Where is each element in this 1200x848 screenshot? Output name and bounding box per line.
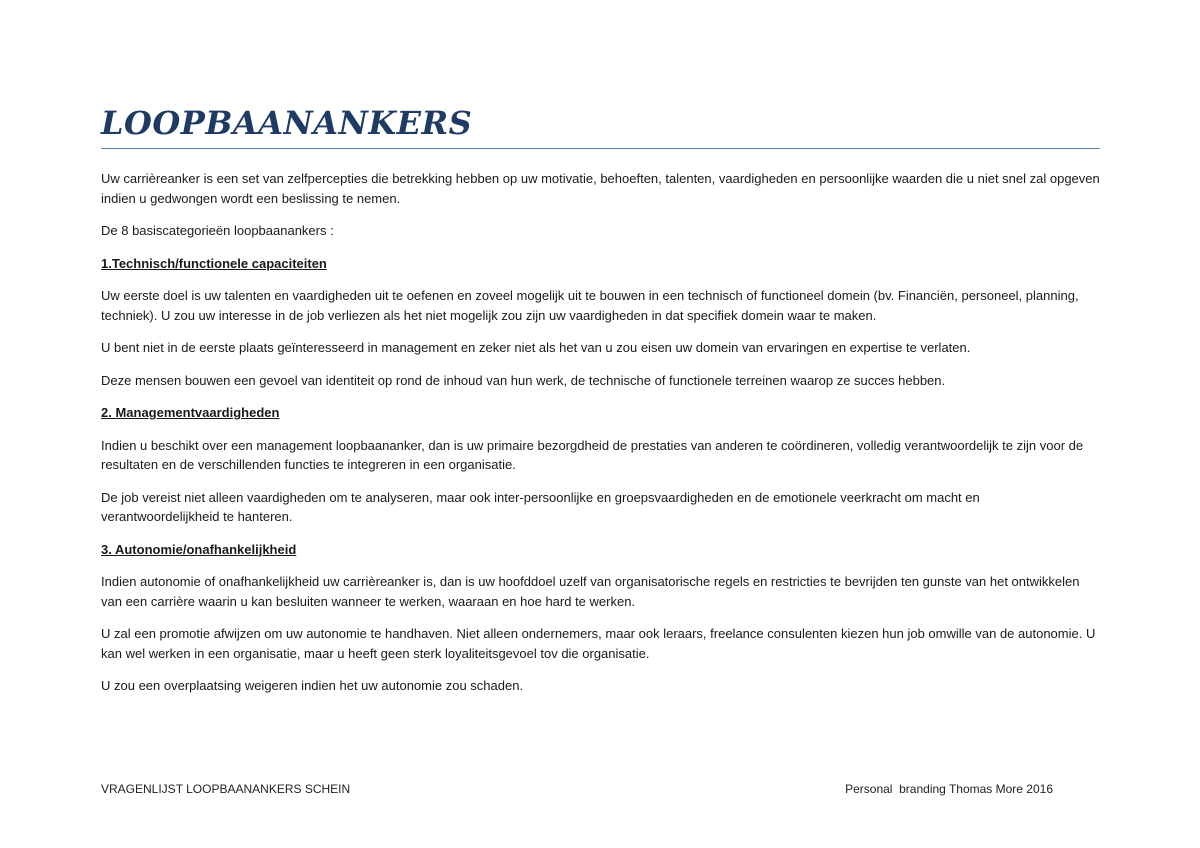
- section-paragraph: De job vereist niet alleen vaardigheden om te analyseren, maar ook inter-persoonlijke en groepsvaardigheden en de emotionele veerkracht om macht en verantwoordelijkheid te hanteren.: [101, 489, 980, 524]
- section-paragraph: U zou een overplaatsing weigeren indien het uw autonomie zou schaden.: [101, 678, 524, 693]
- page-footer: [101, 782, 1053, 796]
- section-heading-management: 2. Managementvaardigheden: [101, 405, 280, 420]
- section-heading-autonomie: 3. Autonomie/onafhankelijkheid: [101, 541, 297, 557]
- categories-label: De 8 basiscategorieën loopbaanankers :: [101, 223, 334, 238]
- page-title: LOOPBAANANKERS: [101, 104, 1100, 149]
- footer-left: VRAGENLIJST LOOPBAANANKERS SCHEIN: [101, 782, 351, 796]
- section-paragraph: U bent niet in de eerste plaats geïnteresseerd in management en zeker niet als het van u zou eisen uw domein van ervaringen en expertise te verlaten.: [101, 340, 971, 355]
- section-paragraph: Deze mensen bouwen een gevoel van identiteit op rond de inhoud van hun werk, de technische of functionele terreinen waarop ze succes hebben.: [101, 372, 946, 388]
- section-paragraph: Uw eerste doel is uw talenten en vaardigheden uit te oefenen en zoveel mogelijk uit te bouwen in een technisch of functioneel domein (bv. Financiën, personeel, planning, techniek). U zou uw interesse in de job verliezen als het niet mogelijk zou zijn uw vaardigheden in dat specifiek domein waar te maken.: [101, 288, 1079, 323]
- section-paragraph: Indien u beschikt over een management loopbaananker, dan is uw primaire bezorgdheid de prestaties van anderen te coördineren, volledig verantwoordelijk te zijn voor de resultaten en de verschillenden functies te integreren in een organisatie.: [101, 437, 1084, 472]
- intro-paragraph: Uw carrièreanker is een set van zelfpercepties die betrekking hebben op uw motivatie, behoeften, talenten, vaardigheden en persoonlijke waarden die u niet snel zal opgeven indien u gedwongen wordt een beslissing te nemen.: [101, 171, 1100, 206]
- section-paragraph: Indien autonomie of onafhankelijkheid uw carrièreanker is, dan is uw hoofddoel uzelf van organisatorische regels en restricties te bevrijden ten gunste van het ontwikkelen van een carrière waarin u kan besluiten wanneer te werken, waaraan en hoe hard te werken.: [101, 574, 1080, 609]
- section-heading-technisch: 1.Technisch/functionele capaciteiten: [101, 255, 327, 271]
- section-paragraph: U zal een promotie afwijzen om uw autonomie te handhaven. Niet alleen ondernemers, maar ook leraars, freelance consulenten kiezen hun job omwille van de autonomie. U kan wel werken in een organisatie, maar u heeft geen sterk loyaliteitsgevoel tov die organisatie.: [101, 626, 1096, 661]
- footer-right: Personal branding Thomas More 2016: [845, 782, 1053, 796]
- body-text: [101, 169, 1100, 696]
- page-content: [101, 104, 1100, 709]
